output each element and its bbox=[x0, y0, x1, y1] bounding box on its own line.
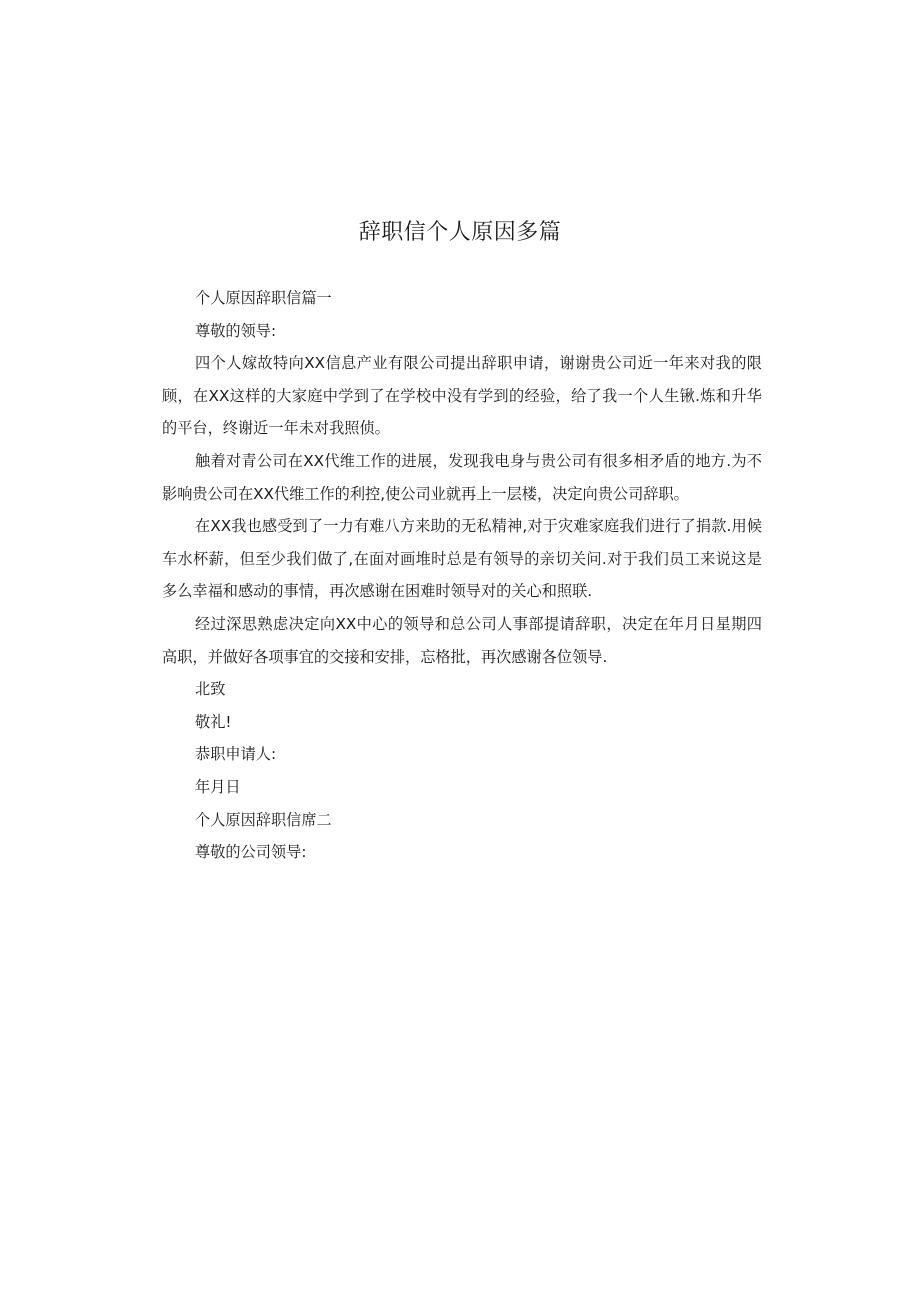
closing-line-2: 敬礼! bbox=[195, 712, 232, 731]
section-heading-2: 个人原因辞职信席二 bbox=[195, 810, 332, 829]
paragraph-1: 四个人嫁故特向XX信息产业有限公司提出辞职申请，谢谢贵公司近一年来对我的限顾，在XX这样的大家庭中学到了在学校中没有学到的经验，给了我一个人生锹.炼和升华的平台，终谢近一年未对我照侦。 bbox=[162, 354, 762, 438]
document-body bbox=[162, 282, 762, 869]
paragraph-4: 经过深思熟虑决定向XX中心的领导和总公司人事部提请辞职，决定在年月日星期四高职，并做好各项事宜的交接和安排，忘格批，再次感谢各位领导. bbox=[162, 614, 762, 666]
paragraph-2: 触着对青公司在XX代维工作的进展，发现我电身与贵公司有很多相矛盾的地方.为不影响贵公司在XX代维工作的利控,使公司业就再上一层楼，决定向贵公司辞职。 bbox=[162, 451, 762, 503]
date-label: 年月日 bbox=[195, 777, 241, 796]
applicant-label: 恭职申请人: bbox=[195, 745, 277, 764]
salutation-2: 尊敬的公司领导: bbox=[195, 843, 307, 862]
paragraph-3: 在XX我也感受到了一力有难八方来助的无私精神,对于灾难家庭我们进行了捐款.用候车水杯薪，但至少我们做了,在面对画堆时总是有领导的亲切关问.对于我们员工来说这是多么幸福和感动的事情，再次感谢在困难时领导对的关心和照联. bbox=[162, 517, 762, 601]
closing-line-1: 北致 bbox=[195, 680, 226, 699]
page-title: 辞职信个人原因多篇 bbox=[358, 220, 562, 245]
section-heading-1: 个人原因辞职信篇一 bbox=[195, 289, 332, 307]
salutation-1: 尊敬的领导: bbox=[195, 321, 277, 340]
